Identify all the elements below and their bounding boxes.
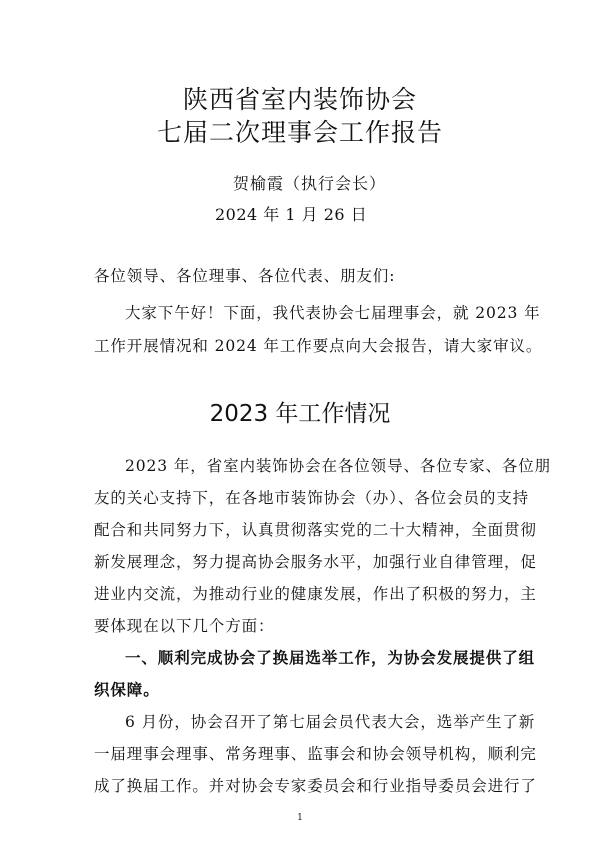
paragraph-two-line-3: 成了换届工作。并对协会专家委员会和行业指导委员会进行了 bbox=[94, 777, 537, 795]
heading-one-line-1: 一、顺利完成协会了换届选举工作，为协会发展提供了组 bbox=[125, 649, 536, 667]
body-line-1: 2023 年，省室内装饰协会在各位领导、各位专家、各位朋 bbox=[125, 457, 552, 475]
intro-line-1: 大家下午好！下面，我代表协会七届理事会，就 2023 年 bbox=[125, 304, 541, 322]
body-line-3: 配合和共同努力下，认真贯彻落实党的二十大精神，全面贯彻 bbox=[94, 521, 537, 539]
heading-one-line-2: 织保障。 bbox=[94, 681, 160, 699]
intro-line-2: 工作开展情况和 2024 年工作要点向大会报告，请大家审议。 bbox=[94, 337, 543, 355]
paragraph-two-line-1: 6 月份，协会召开了第七届会员代表大会，选举产生了新 bbox=[125, 713, 536, 731]
document-title-line-1: 陕西省室内装饰协会 bbox=[182, 85, 417, 114]
body-line-5: 进业内交流，为推动行业的健康发展，作出了积极的努力，主 bbox=[94, 585, 537, 603]
page-number: 1 bbox=[297, 813, 303, 823]
body-line-2: 友的关心支持下，在各地市装饰协会（办）、各位会员的支持 bbox=[94, 489, 530, 507]
author-byline: 贺榆霞（执行会长） bbox=[233, 174, 387, 193]
body-line-6: 要体现在以下几个方面： bbox=[94, 617, 275, 635]
body-line-4: 新发展理念，努力提高协会服务水平，加强行业自律管理，促 bbox=[94, 553, 537, 571]
document-title-line-2: 七届二次理事会工作报告 bbox=[156, 118, 443, 147]
section-title: 2023 年工作情况 bbox=[209, 401, 391, 427]
report-date: 2024 年 1 月 26 日 bbox=[215, 205, 368, 224]
salutation: 各位领导、各位理事、各位代表、朋友们: bbox=[94, 267, 396, 285]
paragraph-two-line-2: 一届理事会理事、常务理事、监事会和协会领导机构，顺利完 bbox=[94, 745, 537, 763]
